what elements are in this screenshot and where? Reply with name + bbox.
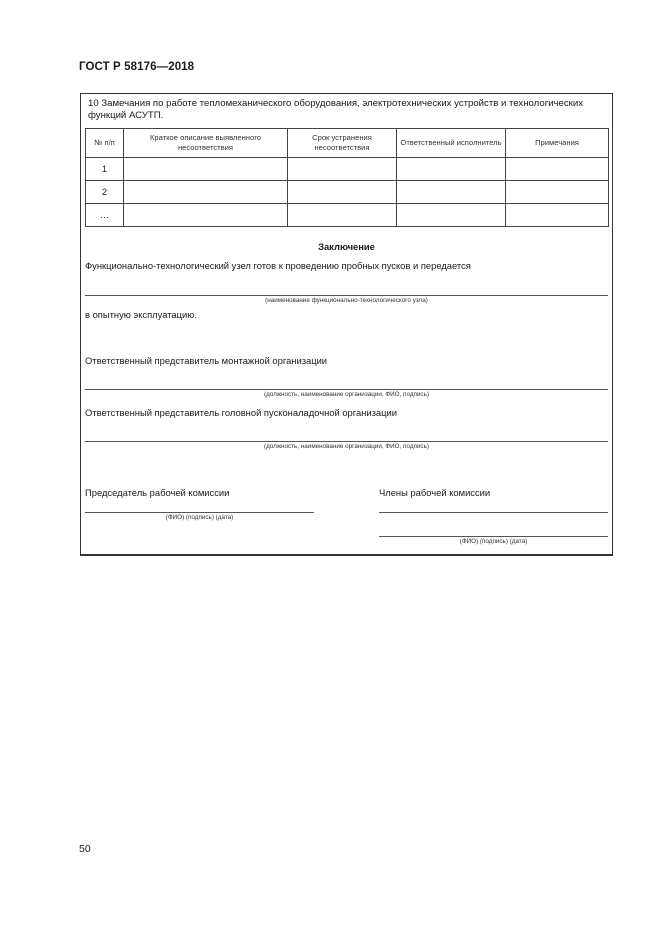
deadline-cell[interactable] <box>288 204 397 227</box>
commissioning-signature-field[interactable] <box>85 441 608 442</box>
row-number: 1 <box>86 158 124 181</box>
remarks-table <box>85 128 609 227</box>
deadline-cell[interactable] <box>288 158 397 181</box>
description-cell[interactable] <box>124 181 288 204</box>
description-cell[interactable] <box>124 204 288 227</box>
members-label: Члены рабочей комиссии <box>379 487 491 498</box>
notes-cell[interactable] <box>506 181 609 204</box>
installer-caption: (должность, наименование организации, ФИО, подпись) <box>264 391 429 398</box>
chairman-caption: (ФИО) (подпись) (дата) <box>165 514 234 521</box>
responsible-cell[interactable] <box>397 158 506 181</box>
description-cell[interactable] <box>124 158 288 181</box>
unit-name-field[interactable] <box>85 295 608 296</box>
remarks-intro: 10 Замечания по работе тепломеханического оборудования, электротехнических устройств и технологических функций АСУТП. <box>88 98 584 121</box>
deadline-cell[interactable] <box>288 181 397 204</box>
row-number: … <box>86 204 124 227</box>
table-header-row <box>86 129 609 158</box>
chairman-signature-field[interactable] <box>85 512 314 513</box>
chairman-label: Председатель рабочей комиссии <box>85 487 230 498</box>
page-number: 50 <box>79 843 91 855</box>
member-signature-field-1[interactable] <box>379 512 608 513</box>
commissioning-caption: (должность, наименование организации, ФИО, подпись) <box>264 443 429 450</box>
table-row <box>86 181 609 204</box>
member-signature-field-2[interactable] <box>379 536 608 537</box>
document-standard-header: ГОСТ Р 58176—2018 <box>79 61 195 73</box>
table-row <box>86 204 609 227</box>
conclusion-title: Заключение <box>318 241 375 252</box>
members-caption: (ФИО) (подпись) (дата) <box>459 538 528 545</box>
notes-cell[interactable] <box>506 204 609 227</box>
commissioning-label: Ответственный представитель головной пусконаладочной организации <box>85 407 397 418</box>
table-row <box>86 158 609 181</box>
responsible-cell[interactable] <box>397 204 506 227</box>
notes-cell[interactable] <box>506 158 609 181</box>
installer-label: Ответственный представитель монтажной организации <box>85 355 328 366</box>
installer-signature-field[interactable] <box>85 389 608 390</box>
row-number: 2 <box>86 181 124 204</box>
column-header-deadline: Срок устранения несоответствия <box>288 129 397 158</box>
column-header-description: Краткое описание выявленного несоответствия <box>124 129 288 158</box>
conclusion-statement-end: в опытную эксплуатацию. <box>85 309 197 320</box>
column-header-notes: Примечания <box>506 129 609 158</box>
responsible-cell[interactable] <box>397 181 506 204</box>
conclusion-statement: Функционально-технологический узел готов к проведению пробных пусков и передается <box>85 260 471 271</box>
column-header-responsible: Ответственный исполнитель <box>397 129 506 158</box>
column-header-number: № п/п <box>86 129 124 158</box>
unit-name-caption: (наименование функционально-технологического узла) <box>265 297 428 304</box>
